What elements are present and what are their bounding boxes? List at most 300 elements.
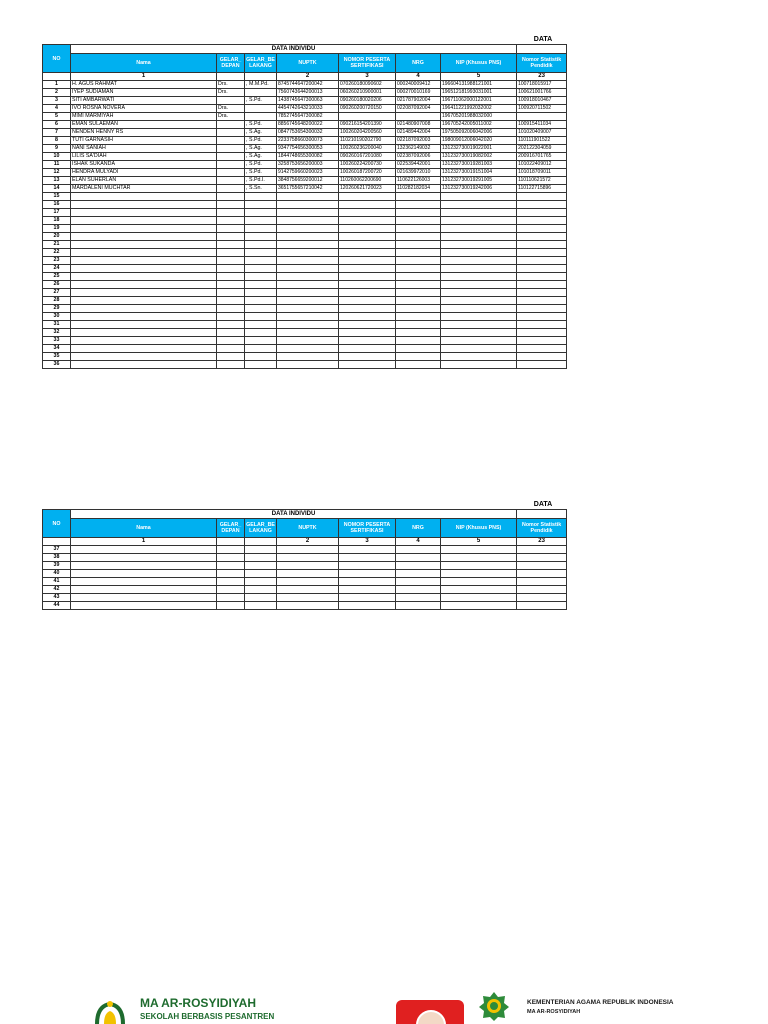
table-row	[43, 257, 567, 265]
nrg-value	[396, 241, 441, 249]
nuptk-value	[277, 265, 339, 273]
teacher-name: MARDALENI MUCHTAR	[71, 185, 217, 193]
row-number: 40	[43, 570, 71, 578]
row-number: 26	[43, 281, 71, 289]
nomor-peserta-value	[339, 337, 396, 345]
teacher-name: MIMI MARMIYAH	[71, 113, 217, 121]
nomor-peserta-value	[339, 273, 396, 281]
nuptk-value	[277, 193, 339, 201]
nrg-value	[396, 225, 441, 233]
row-number: 25	[43, 273, 71, 281]
gelar-belakang	[245, 305, 277, 313]
teacher-name	[71, 345, 217, 353]
nomor-peserta-value	[339, 217, 396, 225]
gelar-depan	[217, 137, 245, 145]
table-row	[43, 361, 567, 369]
nrg-value	[396, 257, 441, 265]
nuptk-value: 9347754656300053	[277, 145, 339, 153]
teacher-name	[71, 201, 217, 209]
row-number: 37	[43, 546, 71, 554]
nomor-peserta-value: 090216154201390	[339, 121, 396, 129]
gelar-belakang	[245, 257, 277, 265]
gelar-depan	[217, 594, 245, 602]
header-nama: Nama	[71, 54, 217, 73]
nomor-peserta-value	[339, 241, 396, 249]
nsm-value: 100718015917	[517, 81, 567, 89]
colnum-3: 3	[339, 538, 396, 546]
gelar-belakang: , S.Ag.	[245, 129, 277, 137]
header-no: NO	[43, 45, 71, 73]
gelar-depan	[217, 265, 245, 273]
gelar-depan	[217, 361, 245, 369]
nuptk-value: 1844748655300082	[277, 153, 339, 161]
nsm-value	[517, 113, 567, 121]
nip-value	[441, 193, 517, 201]
nomor-peserta-value: 090260200720150	[339, 105, 396, 113]
nomor-peserta-value	[339, 578, 396, 586]
gelar-depan	[217, 177, 245, 185]
school-subtitle: SEKOLAH BERBASIS PESANTREN	[140, 1012, 275, 1021]
nrg-value: 022087092004	[396, 105, 441, 113]
nip-value	[441, 241, 517, 249]
teacher-name: H. AGUS RAHMAT	[71, 81, 217, 89]
teacher-name	[71, 570, 217, 578]
header-gelar-belakang: GELAR_BE LAKANG	[245, 519, 277, 538]
teacher-name: HENDRA MULYADI	[71, 169, 217, 177]
gelar-belakang: , S.Pd.	[245, 169, 277, 177]
nsm-value: 101018709011	[517, 169, 567, 177]
row-number: 30	[43, 313, 71, 321]
gelar-depan	[217, 121, 245, 129]
teacher-name	[71, 289, 217, 297]
nrg-value	[396, 265, 441, 273]
gelar-depan	[217, 345, 245, 353]
row-number: 13	[43, 177, 71, 185]
nip-value: 196711062000122001	[441, 97, 517, 105]
gelar-depan	[217, 185, 245, 193]
nrg-value	[396, 113, 441, 121]
nsm-value: 100918010467	[517, 97, 567, 105]
nip-value	[441, 554, 517, 562]
teacher-name	[71, 209, 217, 217]
teacher-name	[71, 193, 217, 201]
row-number: 34	[43, 345, 71, 353]
colnum-4: 4	[396, 538, 441, 546]
nuptk-value	[277, 249, 339, 257]
nsm-value	[517, 313, 567, 321]
gelar-belakang: , S.Pd.I.	[245, 177, 277, 185]
nsm-value	[517, 209, 567, 217]
nuptk-value	[277, 570, 339, 578]
row-number: 24	[43, 265, 71, 273]
header-gelar-depan: GELAR_ DEPAN	[217, 519, 245, 538]
nomor-peserta-value: 110260062200690	[339, 177, 396, 185]
nomor-peserta-value	[339, 546, 396, 554]
row-number: 11	[43, 161, 71, 169]
nomor-peserta-value: 100260224200730	[339, 161, 396, 169]
nrg-value	[396, 233, 441, 241]
table-row	[43, 193, 567, 201]
gelar-belakang: , S.Sn.	[245, 185, 277, 193]
colnum-blank	[245, 538, 277, 546]
nomor-peserta-value	[339, 209, 396, 217]
table-row	[43, 578, 567, 586]
nip-value	[441, 602, 517, 610]
nomor-peserta-value: 090260180020206	[339, 97, 396, 105]
nomor-peserta-value: 120260621720023	[339, 185, 396, 193]
nip-value	[441, 305, 517, 313]
gelar-belakang	[245, 361, 277, 369]
nuptk-value	[277, 281, 339, 289]
teacher-name	[71, 313, 217, 321]
nomor-peserta-value	[339, 281, 396, 289]
gelar-depan	[217, 225, 245, 233]
nomor-peserta-value	[339, 265, 396, 273]
data-sekolah-title-2: DATA	[533, 501, 553, 508]
footer-banner	[0, 990, 768, 1024]
gelar-belakang	[245, 193, 277, 201]
row-number: 18	[43, 217, 71, 225]
gelar-belakang: , S.Ag.	[245, 145, 277, 153]
nip-value: 131232730019151004	[441, 169, 517, 177]
nsm-value: 200916701765	[517, 153, 567, 161]
gelar-belakang	[245, 578, 277, 586]
nsm-value	[517, 217, 567, 225]
gelar-depan: Dra.	[217, 113, 245, 121]
table-row	[43, 97, 567, 105]
gelar-belakang: , S.Pd.	[245, 97, 277, 105]
nsm-value	[517, 289, 567, 297]
table-row	[43, 329, 567, 337]
nuptk-value: 8856745648200022	[277, 121, 339, 129]
nsm-value: 100915411034	[517, 121, 567, 129]
nuptk-value: 4454742643210033	[277, 105, 339, 113]
table-row	[43, 217, 567, 225]
nsm-value	[517, 257, 567, 265]
nuptk-value	[277, 241, 339, 249]
teacher-name: ISHAK SUKANDA	[71, 161, 217, 169]
nomor-peserta-value: 100260236200040	[339, 145, 396, 153]
nrg-value	[396, 554, 441, 562]
gelar-belakang	[245, 313, 277, 321]
gelar-depan	[217, 554, 245, 562]
teacher-name	[71, 594, 217, 602]
gelar-depan	[217, 281, 245, 289]
colnum-blank	[245, 73, 277, 81]
teacher-name	[71, 217, 217, 225]
gelar-depan	[217, 353, 245, 361]
teacher-name	[71, 321, 217, 329]
gelar-belakang	[245, 289, 277, 297]
gelar-belakang	[245, 241, 277, 249]
nomor-peserta-value	[339, 201, 396, 209]
nuptk-value: 9142759660200023	[277, 169, 339, 177]
table-row	[43, 121, 567, 129]
teacher-name	[71, 273, 217, 281]
nsm-value: 110111901522	[517, 137, 567, 145]
nsm-value	[517, 297, 567, 305]
colnum-blank	[217, 538, 245, 546]
gelar-belakang	[245, 329, 277, 337]
nomor-peserta-value: 100260187200720	[339, 169, 396, 177]
table-row	[43, 241, 567, 249]
gelar-depan	[217, 249, 245, 257]
colnum-5: 5	[441, 538, 517, 546]
header-data-individu: DATA INDIVIDU	[71, 510, 517, 519]
row-number: 32	[43, 329, 71, 337]
teacher-name	[71, 554, 217, 562]
nip-value	[441, 281, 517, 289]
portrait-face-icon	[416, 1010, 446, 1024]
gelar-depan: Drs.	[217, 81, 245, 89]
header-blank	[517, 45, 567, 54]
nsm-value: 202122304059	[517, 145, 567, 153]
gelar-depan	[217, 602, 245, 610]
gelar-depan	[217, 201, 245, 209]
table-row	[43, 345, 567, 353]
gelar-depan	[217, 313, 245, 321]
nip-value: 197505092006042006	[441, 129, 517, 137]
colnum-blank	[217, 73, 245, 81]
gelar-belakang	[245, 225, 277, 233]
row-number: 4	[43, 105, 71, 113]
row-number: 14	[43, 185, 71, 193]
gelar-belakang: , S.Pd.	[245, 161, 277, 169]
nrg-value	[396, 602, 441, 610]
nuptk-value	[277, 361, 339, 369]
nrg-value	[396, 217, 441, 225]
nsm-value	[517, 586, 567, 594]
nip-value	[441, 562, 517, 570]
gelar-depan	[217, 257, 245, 265]
header-nip: NIP (Khusus PNS)	[441, 54, 517, 73]
teacher-name	[71, 546, 217, 554]
gelar-depan	[217, 562, 245, 570]
gelar-depan	[217, 297, 245, 305]
nsm-value	[517, 193, 567, 201]
nuptk-value	[277, 289, 339, 297]
table-row	[43, 594, 567, 602]
row-number: 6	[43, 121, 71, 129]
nrg-value	[396, 297, 441, 305]
gelar-belakang	[245, 273, 277, 281]
teacher-name	[71, 225, 217, 233]
gelar-depan	[217, 329, 245, 337]
nsm-value	[517, 201, 567, 209]
row-number: 2	[43, 89, 71, 97]
table-row	[43, 554, 567, 562]
nuptk-value	[277, 305, 339, 313]
nip-value	[441, 265, 517, 273]
teacher-name: NENDEN HENNY RS	[71, 129, 217, 137]
table-row	[43, 177, 567, 185]
colnum-1: 1	[71, 73, 217, 81]
gelar-depan	[217, 273, 245, 281]
nip-value	[441, 353, 517, 361]
nip-value	[441, 257, 517, 265]
gelar-belakang	[245, 201, 277, 209]
gelar-belakang: , S.Pd.	[245, 121, 277, 129]
gelar-belakang	[245, 113, 277, 121]
table-row	[43, 153, 567, 161]
nomor-peserta-value	[339, 249, 396, 257]
nomor-peserta-value	[339, 289, 396, 297]
nuptk-value	[277, 578, 339, 586]
nrg-value: 022539442001	[396, 161, 441, 169]
header-nrg: NRG	[396, 54, 441, 73]
row-number: 35	[43, 353, 71, 361]
gelar-belakang	[245, 249, 277, 257]
nuptk-value: 7852745647300082	[277, 113, 339, 121]
nip-value: 131232730019022001	[441, 145, 517, 153]
nrg-value: 000240009412	[396, 81, 441, 89]
gelar-depan	[217, 153, 245, 161]
nrg-value	[396, 249, 441, 257]
nomor-peserta-value: 070260180090602	[339, 81, 396, 89]
colnum-3: 3	[339, 73, 396, 81]
nsm-value	[517, 546, 567, 554]
gelar-depan	[217, 289, 245, 297]
nip-value: 196512181993031001	[441, 89, 517, 97]
row-number: 8	[43, 137, 71, 145]
nip-value: 196705242005011002	[441, 121, 517, 129]
gelar-depan	[217, 161, 245, 169]
nuptk-value	[277, 554, 339, 562]
nomor-peserta-value: 090260167201080	[339, 153, 396, 161]
nip-value: 196705201988032000	[441, 113, 517, 121]
header-nuptk: NUPTK	[277, 54, 339, 73]
gelar-belakang	[245, 602, 277, 610]
nuptk-value	[277, 353, 339, 361]
teacher-name	[71, 353, 217, 361]
gelar-depan	[217, 217, 245, 225]
nrg-value	[396, 281, 441, 289]
header-nsm: Nomor Statistik Pendidik	[517, 519, 567, 538]
nsm-value	[517, 602, 567, 610]
nrg-value	[396, 313, 441, 321]
row-number: 23	[43, 257, 71, 265]
row-number: 20	[43, 233, 71, 241]
nsm-value	[517, 562, 567, 570]
header-nomor-peserta: NOMOR PESERTA SERTIFIKASI	[339, 519, 396, 538]
school-logo-icon	[95, 1000, 125, 1024]
nrg-value: 110282182034	[396, 185, 441, 193]
header-nomor-peserta: NOMOR PESERTA SERTIFIKASI	[339, 54, 396, 73]
nsm-value	[517, 233, 567, 241]
gelar-belakang	[245, 594, 277, 602]
nomor-peserta-value	[339, 602, 396, 610]
header-data-individu: DATA INDIVIDU	[71, 45, 517, 54]
colnum-blank	[43, 538, 71, 546]
nuptk-value	[277, 562, 339, 570]
row-number: 22	[43, 249, 71, 257]
table-row	[43, 562, 567, 570]
nrg-value	[396, 578, 441, 586]
nrg-value	[396, 345, 441, 353]
gelar-belakang	[245, 217, 277, 225]
nomor-peserta-value	[339, 297, 396, 305]
table-row	[43, 305, 567, 313]
row-number: 9	[43, 145, 71, 153]
teacher-name: IVO ROSNA NOVERA	[71, 105, 217, 113]
nsm-value	[517, 578, 567, 586]
nsm-value: 100621001766	[517, 89, 567, 97]
header-nama: Nama	[71, 519, 217, 538]
table-row	[43, 105, 567, 113]
nomor-peserta-value	[339, 329, 396, 337]
table-row	[43, 313, 567, 321]
teacher-name: ELAN SUHERLAN	[71, 177, 217, 185]
nomor-peserta-value	[339, 313, 396, 321]
gelar-belakang	[245, 265, 277, 273]
nomor-peserta-value	[339, 586, 396, 594]
data-sekolah-title: DATA	[533, 36, 553, 43]
nuptk-value	[277, 209, 339, 217]
gelar-depan	[217, 337, 245, 345]
row-number: 5	[43, 113, 71, 121]
teacher-name: EMAN SULAEMAN	[71, 121, 217, 129]
table-row	[43, 289, 567, 297]
teacher-name: NANI SANIAH	[71, 145, 217, 153]
table-row	[43, 321, 567, 329]
teacher-name	[71, 562, 217, 570]
nip-value: 131232730019291005	[441, 177, 517, 185]
nip-value	[441, 345, 517, 353]
nrg-value	[396, 209, 441, 217]
table-row	[43, 233, 567, 241]
nsm-value	[517, 361, 567, 369]
nuptk-value: 3651755657210042	[277, 185, 339, 193]
table-row	[43, 185, 567, 193]
nsm-value: 110110621572	[517, 177, 567, 185]
nip-value	[441, 217, 517, 225]
nrg-value	[396, 570, 441, 578]
nuptk-value: 3848756659200012	[277, 177, 339, 185]
nrg-value: 022187092003	[396, 137, 441, 145]
nuptk-value	[277, 602, 339, 610]
row-number: 44	[43, 602, 71, 610]
teacher-name	[71, 337, 217, 345]
nrg-value	[396, 353, 441, 361]
table-row	[43, 89, 567, 97]
nrg-value: 021480907008	[396, 121, 441, 129]
gelar-belakang	[245, 233, 277, 241]
teacher-name	[71, 329, 217, 337]
nrg-value	[396, 594, 441, 602]
nuptk-value: 8745744647200042	[277, 81, 339, 89]
nsm-value: 110122715896	[517, 185, 567, 193]
gelar-depan	[217, 321, 245, 329]
nomor-peserta-value	[339, 225, 396, 233]
nip-value: 131232730019242006	[441, 185, 517, 193]
nsm-value	[517, 554, 567, 562]
nsm-value	[517, 249, 567, 257]
table-row	[43, 161, 567, 169]
gelar-belakang	[245, 586, 277, 594]
row-number: 15	[43, 193, 71, 201]
gelar-depan	[217, 578, 245, 586]
table-row	[43, 297, 567, 305]
table-row	[43, 546, 567, 554]
colnum-2: 2	[277, 73, 339, 81]
nrg-value: 132362149032	[396, 145, 441, 153]
teacher-name: IYEP SUDIAMAN	[71, 89, 217, 97]
row-number: 29	[43, 305, 71, 313]
nrg-value	[396, 273, 441, 281]
nuptk-value	[277, 217, 339, 225]
table-row	[43, 353, 567, 361]
nuptk-value	[277, 225, 339, 233]
